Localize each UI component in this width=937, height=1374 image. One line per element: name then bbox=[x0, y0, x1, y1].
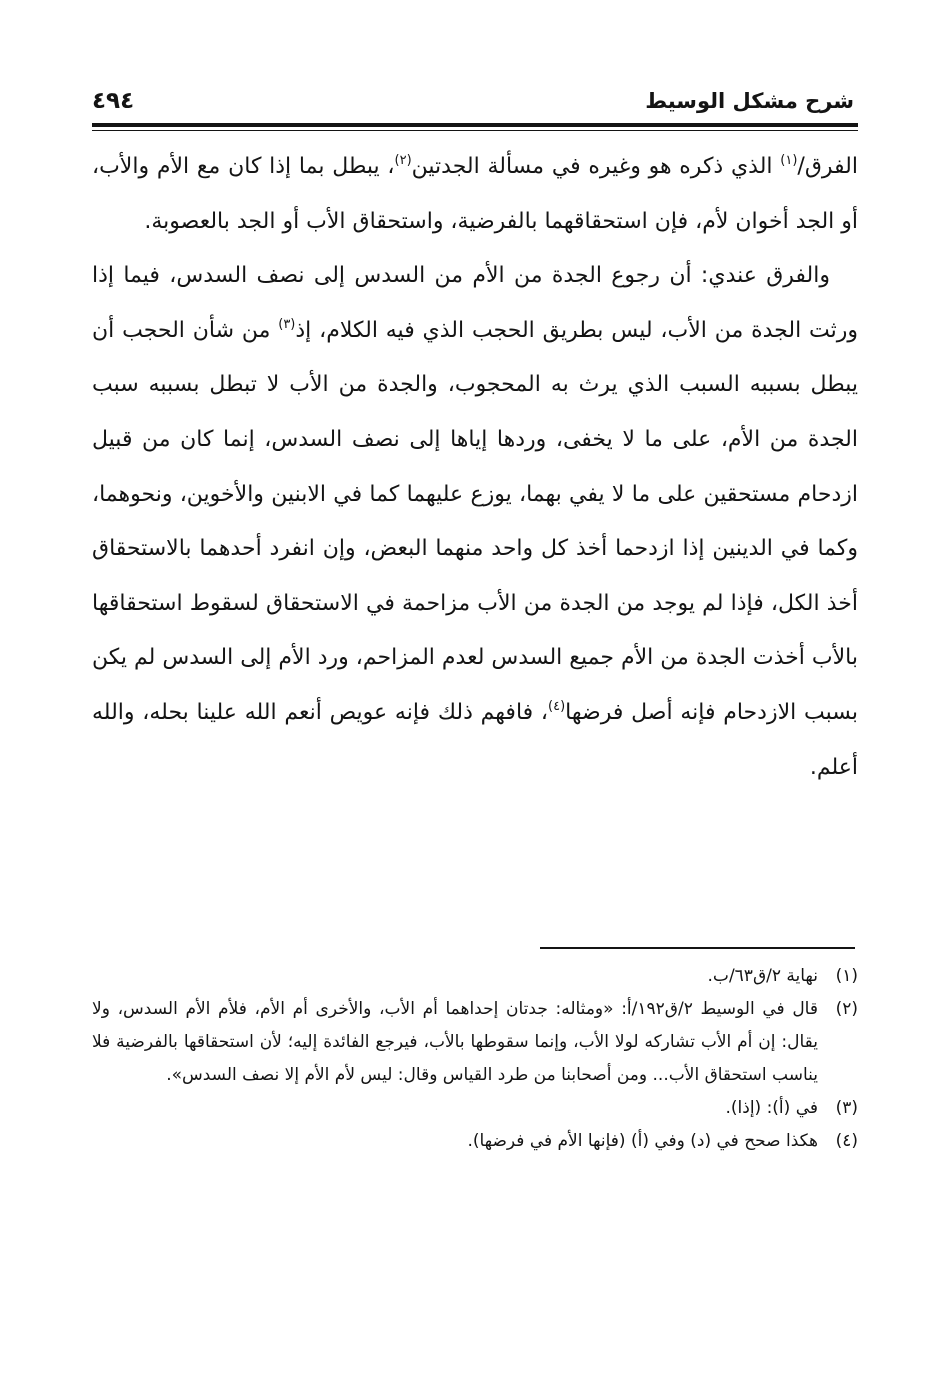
footnote-ref-2[interactable]: (٢) bbox=[394, 153, 412, 168]
footnote-number: (٣) bbox=[835, 1098, 858, 1118]
footnote-1 bbox=[92, 960, 858, 993]
footnote-3 bbox=[92, 1092, 858, 1125]
main-text bbox=[92, 140, 858, 795]
footnote-ref-4[interactable]: (٤) bbox=[548, 698, 566, 714]
footnotes bbox=[92, 960, 858, 1158]
footnote-text: هكذا صحح في (د) وفي (أ) (فإنها الأم في فرضها). bbox=[467, 1131, 818, 1151]
footnote-text: نهاية ٢/ق٦٣/ب. bbox=[707, 966, 818, 986]
footnote-ref-1[interactable]: (١) bbox=[780, 153, 798, 168]
footnote-ref-3[interactable]: (٣) bbox=[278, 316, 296, 332]
paragraph-2: والفرق عندي: أن رجوع الجدة من الأم من السدس إلى نصف السدس، فيما إذا ورثت الجدة من الأب، ليس بطريق الحجب الذي فيه الكلام، إذ$^{(٣)}$ من شأن الحجب أن يبطل بسببه السبب الذي يرث به المحجوب، والجدة من الأب لا تبطل بسببه سبب الجدة من الأم، على ما لا يخفى، وردها إياها إلى نصف السدس، إنما كان من قبيل ازدحام مستحقين على ما لا يفي بهما، يوزع عليهما كما في الابنين والأخوين، ونحوهما، وكما في الدينين إذا ازدحما أخذ كل واحد منهما البعض، وإن انفرد أحدهما بالاستحقاق أخذ الكل، فإذا لم يوجد من الجدة من الأب مزاحمة في الاستحقاق لسقوط استحقاقها بالأب أخذت الجدة من الأم جميع السدس لعدم المزاحم، ورد الأم إلى السدس لم يكن بسبب الازدحام فإنه أصل فرضها$^{(٤)}$، فافهم ذلك فإنه عويص أنعم الله علينا بحله، والله أعلم. bbox=[92, 263, 858, 780]
footnote-text: في (أ): (إذا). bbox=[725, 1098, 818, 1118]
footnote-2 bbox=[92, 993, 858, 1092]
page-number: ٤٩٤ bbox=[92, 88, 135, 114]
running-title: شرح مشكل الوسيط bbox=[645, 89, 854, 113]
footnote-4 bbox=[92, 1125, 858, 1158]
page-header bbox=[92, 88, 854, 114]
paragraph-1: الفرق/$^{(١)}$ الذي ذكره هو وغيره في مسألة الجدتين$^{(٢)}$، يبطل بما إذا كان مع الأم والأب، أو الجد أخوان لأم، فإن استحقاقهما بالفرضية، واستحقاق الأب أو الجد بالعصوبة. bbox=[92, 153, 858, 234]
footnote-number: (٢) bbox=[835, 999, 858, 1019]
footnote-text: قال في الوسيط ٢/ق١٩٢/أ: «ومثاله: جدتان إحداهما أم الأب، والأخرى أم الأم، فلأم الأم السدس، ولا يقال: إن أم الأب تشاركه لولا الأب، وإنما سقوطها بالأب، فيرجع الفائدة إليه؛ لأن استحقاقها بالفرضية فلا يناسب استحقاق الأب... ومن أصحابنا من طرد القياس وقال: ليس لأم الأم إلا نصف السدس». bbox=[92, 999, 818, 1085]
footnote-number: (٤) bbox=[835, 1131, 858, 1151]
header-rule-thick bbox=[92, 123, 858, 127]
footnote-number: (١) bbox=[835, 966, 858, 986]
footnote-separator bbox=[540, 947, 855, 949]
header-rule-thin bbox=[92, 130, 858, 131]
